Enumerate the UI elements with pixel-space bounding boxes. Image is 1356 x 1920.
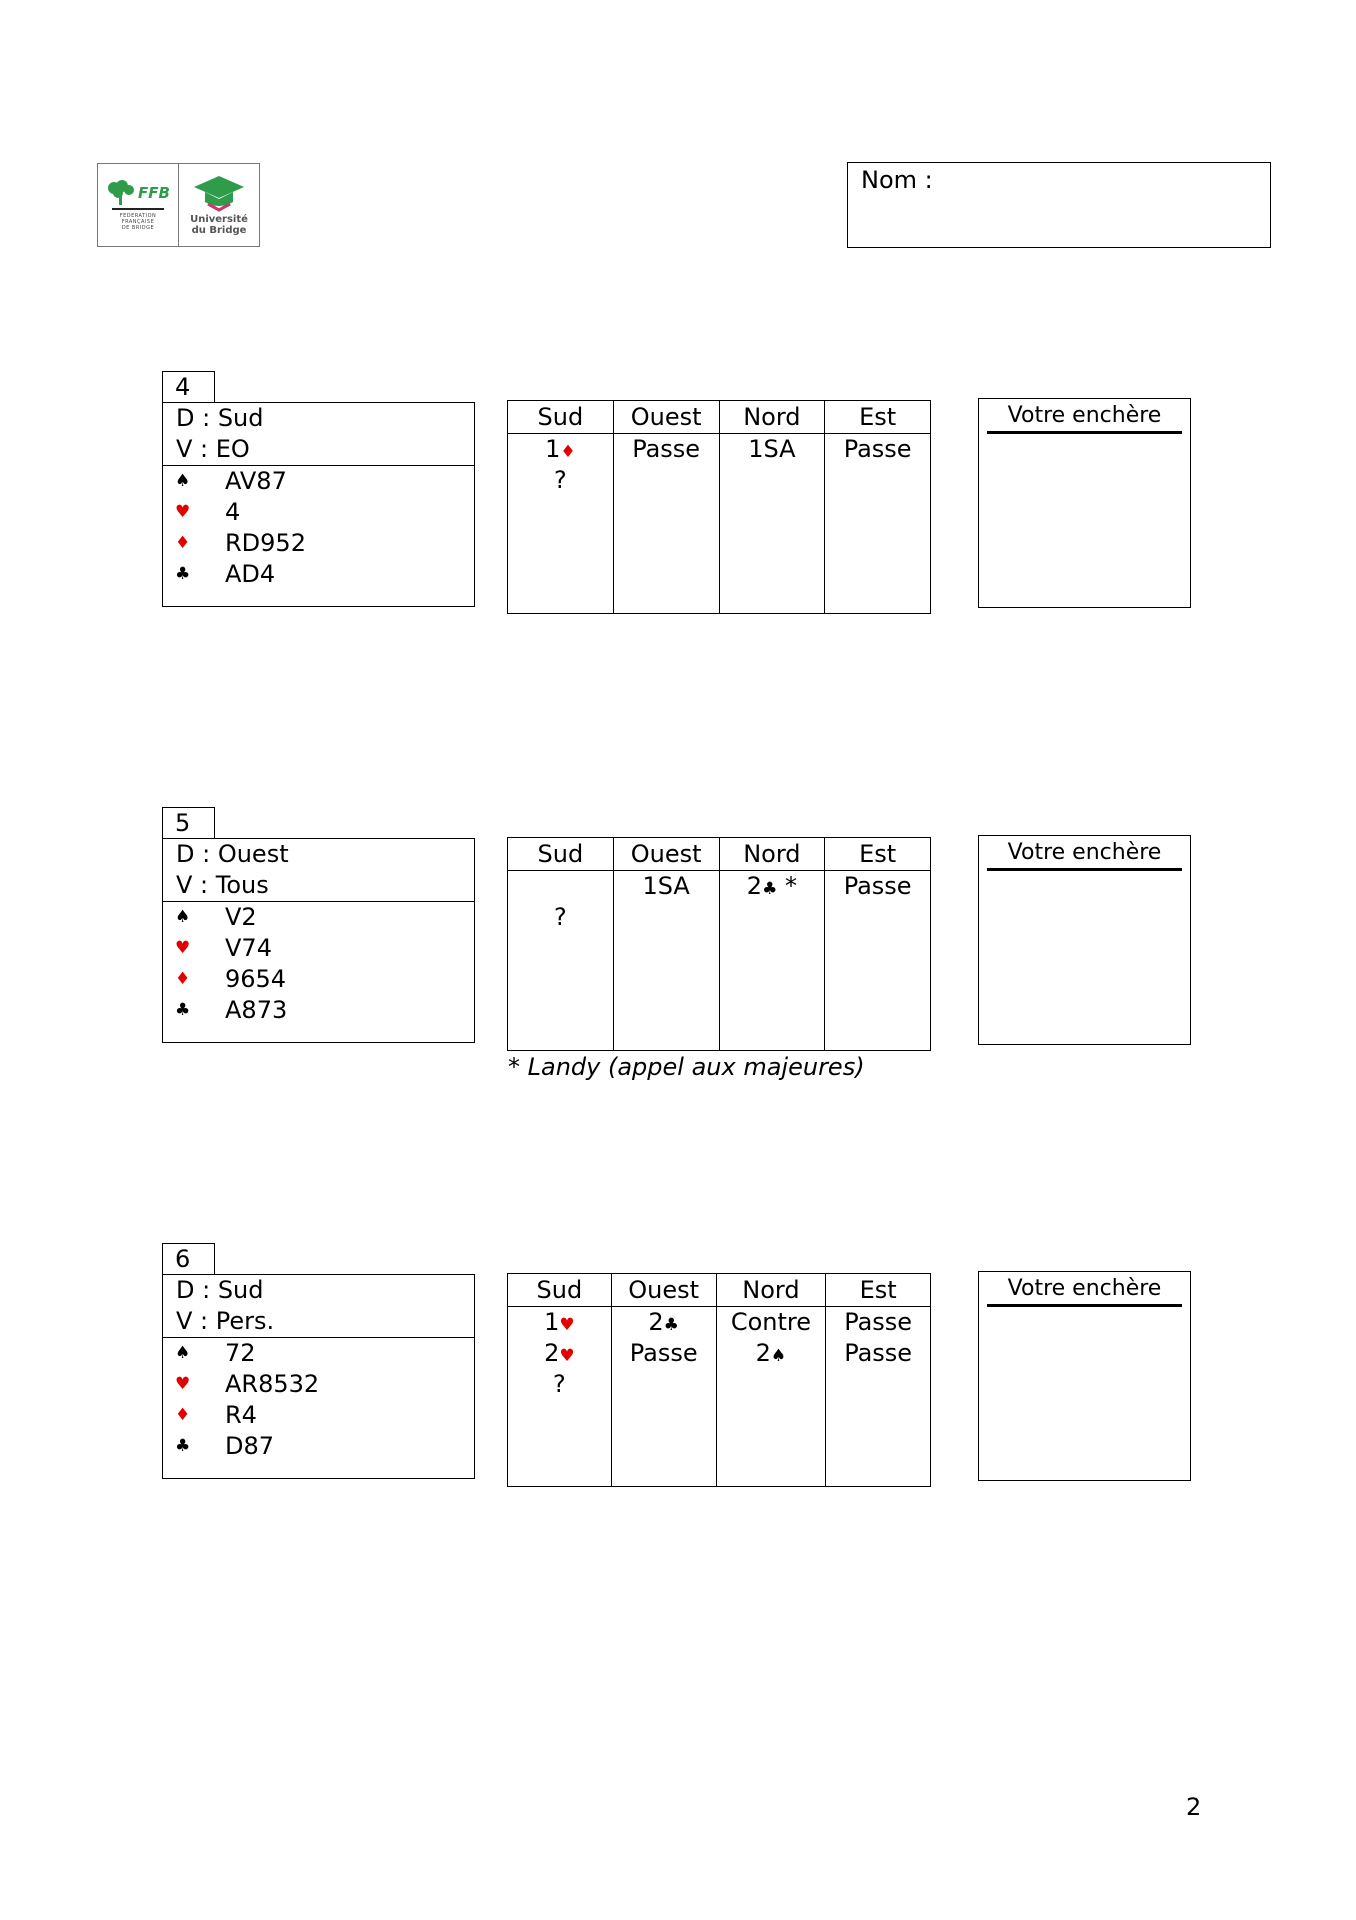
bid-column-est: Est Passe Passe <box>826 1274 930 1486</box>
bid-cell: 1♦ <box>545 435 576 463</box>
bid-cell: 2♥ <box>544 1339 575 1367</box>
spade-icon: ♠ <box>770 1346 787 1366</box>
universite-wordmark: Université du Bridge <box>190 214 248 236</box>
hand-box <box>162 1274 475 1479</box>
club-icon: ♣ <box>663 1315 679 1335</box>
hand-clubs: ♣ AD4 <box>175 560 276 588</box>
bid-cell: Passe <box>632 435 701 463</box>
bid-cell: 2♠ <box>755 1339 787 1367</box>
diamond-icon: ♦ <box>560 442 576 462</box>
hand-spades: ♠ 72 <box>175 1339 256 1367</box>
board-number: 6 <box>162 1243 215 1275</box>
bid-cell: 2♣ <box>648 1308 679 1336</box>
heart-icon: ♥ <box>175 1374 191 1394</box>
heart-icon: ♥ <box>175 938 191 958</box>
answer-title: Votre enchère <box>1007 403 1162 428</box>
bidding-table <box>507 400 931 614</box>
club-icon: ♣ <box>175 564 191 584</box>
vulnerability: V : EO <box>176 435 250 463</box>
ffb-wordmark: FFB <box>138 183 170 202</box>
board-number: 5 <box>162 807 215 839</box>
bid-cell: 2♣ * <box>746 872 797 900</box>
page-number: 2 <box>1186 1793 1202 1821</box>
bid-column-ouest: Ouest 1SA <box>614 838 720 1050</box>
bid-cell: 1♥ <box>544 1308 575 1336</box>
bid-column-est: Est Passe <box>825 401 930 613</box>
bid-cell: ? <box>554 903 567 931</box>
answer-title: Votre enchère <box>1007 840 1162 865</box>
bid-cell: Passe <box>843 435 912 463</box>
hand-hearts: ♥ V74 <box>175 934 272 962</box>
hand-spades: ♠ V2 <box>175 903 257 931</box>
universite-logo <box>179 164 259 246</box>
hand-diamonds: ♦ RD952 <box>175 529 306 557</box>
hand-hearts: ♥ 4 <box>175 498 241 526</box>
ffb-universite-logo <box>97 163 260 247</box>
ffb-subtitle: FEDERATION FRANÇAISE DE BRIDGE <box>119 212 157 231</box>
answer-box[interactable] <box>978 835 1191 1045</box>
bid-cell: Contre <box>730 1308 811 1336</box>
spade-icon: ♠ <box>175 907 191 927</box>
answer-box[interactable] <box>978 1271 1191 1481</box>
answer-box[interactable] <box>978 398 1191 608</box>
heart-icon: ♥ <box>559 1346 575 1366</box>
bid-column-sud: Sud 1♥ 2♥ ? <box>508 1274 612 1486</box>
spade-icon: ♠ <box>175 1343 191 1363</box>
hand-diamonds: ♦ 9654 <box>175 965 287 993</box>
vulnerability: V : Tous <box>176 871 269 899</box>
bidding-table <box>507 837 931 1051</box>
hand-diamonds: ♦ R4 <box>175 1401 257 1429</box>
hand-spades: ♠ AV87 <box>175 467 287 495</box>
hand-hearts: ♥ AR8532 <box>175 1370 320 1398</box>
diamond-icon: ♦ <box>175 969 191 989</box>
bid-cell <box>508 871 613 902</box>
dealer: D : Sud <box>176 1276 264 1304</box>
spade-icon: ♠ <box>175 471 191 491</box>
hand-box <box>162 838 475 1043</box>
diamond-icon: ♦ <box>175 1405 191 1425</box>
bid-column-nord: Nord 1SA <box>720 401 826 613</box>
ffb-logo <box>98 164 179 246</box>
club-icon: ♣ <box>175 1000 191 1020</box>
bidding-footnote: * Landy (appel aux majeures) <box>508 1053 865 1081</box>
bid-cell: Passe <box>844 1339 913 1367</box>
name-label: Nom : <box>861 166 933 194</box>
hand-clubs: ♣ A873 <box>175 996 288 1024</box>
bid-column-ouest: Ouest 2♣ Passe <box>612 1274 717 1486</box>
bid-cell: 1SA <box>642 872 690 900</box>
board-number: 4 <box>162 371 215 403</box>
bid-column-sud: Sud 1♦ ? <box>508 401 614 613</box>
bid-cell: Passe <box>844 1308 913 1336</box>
heart-icon: ♥ <box>559 1315 575 1335</box>
bid-cell: ? <box>553 1370 566 1398</box>
graduation-cap-icon <box>192 174 246 212</box>
bid-cell: ? <box>554 466 567 494</box>
bid-cell: Passe <box>629 1339 698 1367</box>
tree-icon <box>106 180 136 206</box>
club-icon: ♣ <box>175 1436 191 1456</box>
heart-icon: ♥ <box>175 502 191 522</box>
dealer: D : Ouest <box>176 840 289 868</box>
bid-column-nord: Nord Contre 2♠ <box>717 1274 827 1486</box>
bid-column-nord: Nord 2♣ * <box>720 838 826 1050</box>
vulnerability: V : Pers. <box>176 1307 275 1335</box>
answer-title: Votre enchère <box>1007 1276 1162 1301</box>
bid-column-sud: Sud ? <box>508 838 614 1050</box>
bid-cell: 1SA <box>748 435 796 463</box>
bid-column-ouest: Ouest Passe <box>614 401 720 613</box>
bidding-table <box>507 1273 931 1487</box>
bid-cell: Passe <box>843 872 912 900</box>
bid-column-est: Est Passe <box>825 838 930 1050</box>
hand-box <box>162 402 475 607</box>
diamond-icon: ♦ <box>175 533 191 553</box>
hand-clubs: ♣ D87 <box>175 1432 275 1460</box>
dealer: D : Sud <box>176 404 264 432</box>
club-icon: ♣ <box>762 879 778 899</box>
name-field[interactable] <box>847 162 1271 248</box>
